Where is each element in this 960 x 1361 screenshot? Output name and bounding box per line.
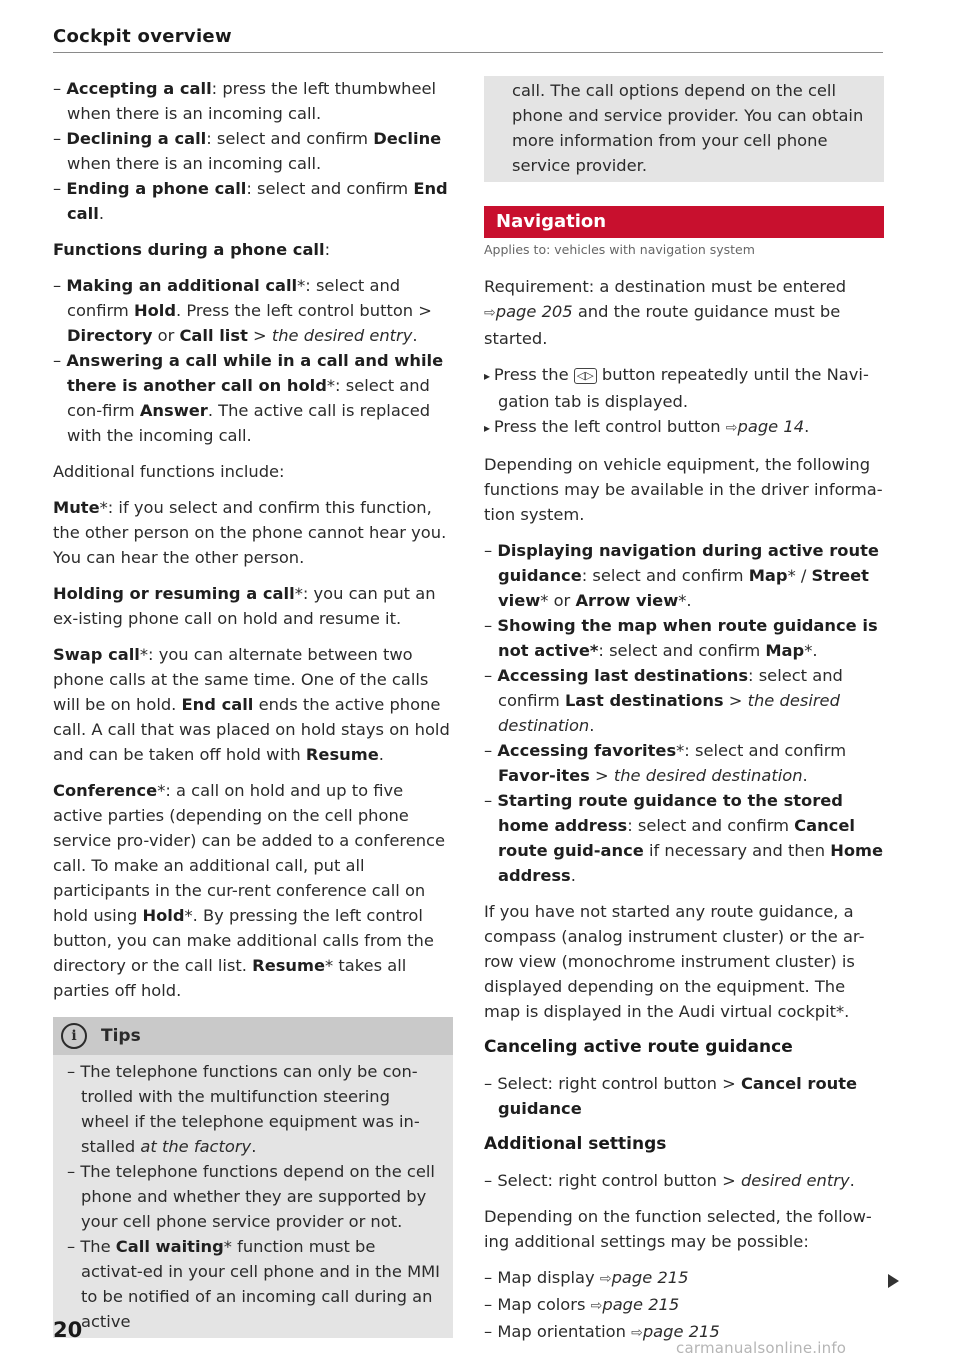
settings-description: Depending on the function selected, the follow-ing additional settings may be possible: bbox=[484, 1207, 872, 1251]
left-column bbox=[53, 76, 453, 1338]
settings-options-list bbox=[484, 1265, 884, 1346]
holding-paragraph: Holding or resuming a call*: you can put an ex-isting phone call on hold and resume it. bbox=[53, 584, 436, 628]
tips-body bbox=[53, 1055, 453, 1338]
list-item: – Accessing favorites*: select and confirm Favor-ites > the desired destination. bbox=[484, 738, 884, 788]
right-column bbox=[484, 76, 884, 1357]
page-reference-link[interactable]: ⇨ page 215 bbox=[631, 1322, 720, 1341]
list-item: – Map colors ⇨ page 215 bbox=[484, 1292, 884, 1319]
page-reference-link[interactable]: ⇨ page 215 bbox=[600, 1268, 689, 1287]
steps-list bbox=[484, 362, 884, 441]
step-item: ▸ Press the ◁▷ button repeatedly until the Navi-gation tab is displayed. bbox=[484, 362, 884, 414]
navigation-functions-list bbox=[484, 538, 884, 888]
page-number: 20 bbox=[53, 1318, 83, 1342]
page-title: Cockpit overview bbox=[53, 26, 232, 47]
list-item: – Accepting a call: press the left thumbwheel when there is an incoming call. bbox=[53, 76, 453, 126]
list-item: – Select: right control button > desired entry. bbox=[484, 1168, 884, 1193]
tips-header bbox=[53, 1017, 453, 1055]
info-icon: i bbox=[61, 1023, 87, 1049]
list-item: – Displaying navigation during active route guidance: select and confirm Map* / Street view* or Arrow view*. bbox=[484, 538, 884, 613]
additional-settings-heading: Additional settings bbox=[484, 1134, 667, 1154]
requirement-paragraph: Requirement: a destination must be entered ⇨ page 205 and the route guidance must be started. bbox=[484, 274, 884, 351]
page-reference-link[interactable]: ⇨ page 205 bbox=[484, 302, 573, 321]
list-item: – Starting route guidance to the stored home address: select and confirm Cancel route guid-ance if necessary and then Home address. bbox=[484, 788, 884, 888]
list-item: – Declining a call: select and confirm Decline when there is an incoming call. bbox=[53, 126, 453, 176]
list-item: – The telephone functions depend on the cell phone and whether they are supported by your cell phone service provider or not. bbox=[67, 1159, 441, 1234]
tips-box bbox=[53, 1017, 453, 1338]
depending-paragraph: Depending on vehicle equipment, the following functions may be available in the driver informa-tion system. bbox=[484, 455, 883, 524]
tips-continued-box bbox=[484, 76, 884, 182]
mute-paragraph: Mute*: if you select and confirm this function, the other person on the phone cannot hear you. You can hear the other person. bbox=[53, 498, 447, 567]
list-item: – Map orientation ⇨ page 215 bbox=[484, 1319, 884, 1346]
tips-continued-text: call. The call options depend on the cell phone and service provider. You can obtain more information from your cell phone service provider. bbox=[512, 81, 864, 175]
list-item: – Ending a phone call: select and confirm End call. bbox=[53, 176, 453, 226]
continue-arrow-icon bbox=[888, 1274, 899, 1288]
list-item: – Map display ⇨ page 215 bbox=[484, 1265, 884, 1292]
cancel-guidance-heading: Canceling active route guidance bbox=[484, 1037, 793, 1057]
list-item: – The telephone functions can only be con-trolled with the multifunction steering wheel if the telephone equipment was in-stalled at the factory. bbox=[67, 1059, 441, 1159]
conference-paragraph: Conference*: a call on hold and up to five active parties (depending on the cell phone service pro-vider) can be added to a conference call. To make an additional call, put all participants in the cur-rent conference call on hold using Hold*. By pressing the left control button, you can make additional calls from the directory or the call list. Resume* takes all parties off hold. bbox=[53, 781, 446, 1000]
page-reference-link[interactable]: ⇨ page 215 bbox=[591, 1295, 680, 1314]
tab-toggle-button-icon: ◁▷ bbox=[574, 368, 597, 384]
page-reference-link[interactable]: ⇨ page 14 bbox=[726, 417, 804, 436]
list-item: – Accessing last destinations: select and confirm Last destinations > the desired destination. bbox=[484, 663, 884, 738]
section-title: Navigation bbox=[484, 206, 884, 238]
list-item: – The Call waiting* function must be activat-ed in your cell phone and in the MMI to be notified of an incoming call during an active bbox=[67, 1234, 441, 1334]
call-actions-list bbox=[53, 76, 453, 226]
header-rule bbox=[53, 52, 883, 53]
step-item: ▸ Press the left control button ⇨ page 14. bbox=[484, 414, 884, 441]
functions-list bbox=[53, 273, 453, 448]
list-item: – Answering a call while in a call and while there is another call on hold*: select and con-firm Answer. The active call is replaced with the incoming call. bbox=[53, 348, 453, 448]
cancel-guidance-list bbox=[484, 1071, 884, 1121]
page-header bbox=[53, 24, 883, 49]
tips-title: Tips bbox=[101, 1025, 141, 1046]
list-item: – Select: right control button > Cancel route guidance bbox=[484, 1071, 884, 1121]
additional-functions-intro: Additional functions include: bbox=[53, 462, 285, 481]
list-item: – Showing the map when route guidance is not active*: select and confirm Map*. bbox=[484, 613, 884, 663]
list-item: – Making an additional call*: select and confirm Hold. Press the left control button > Directory or Call list > the desired entry. bbox=[53, 273, 453, 348]
additional-settings-list bbox=[484, 1168, 884, 1193]
watermark: carmanualsonline.info bbox=[676, 1339, 847, 1357]
no-guidance-paragraph: If you have not started any route guidance, a compass (analog instrument cluster) or the ar-row view (monochrome instrument cluster) is displayed depending on the equipment. The map is displayed in the Audi virtual cockpit*. bbox=[484, 902, 865, 1021]
swap-paragraph: Swap call*: you can alternate between two phone calls at the same time. One of the calls will be on hold. End call ends the active phone call. A call that was placed on hold stays on hold and can be taken off hold with Resume. bbox=[53, 645, 450, 764]
functions-heading: Functions during a phone call: bbox=[53, 240, 331, 259]
applies-to: Applies to: vehicles with navigation system bbox=[484, 242, 755, 257]
